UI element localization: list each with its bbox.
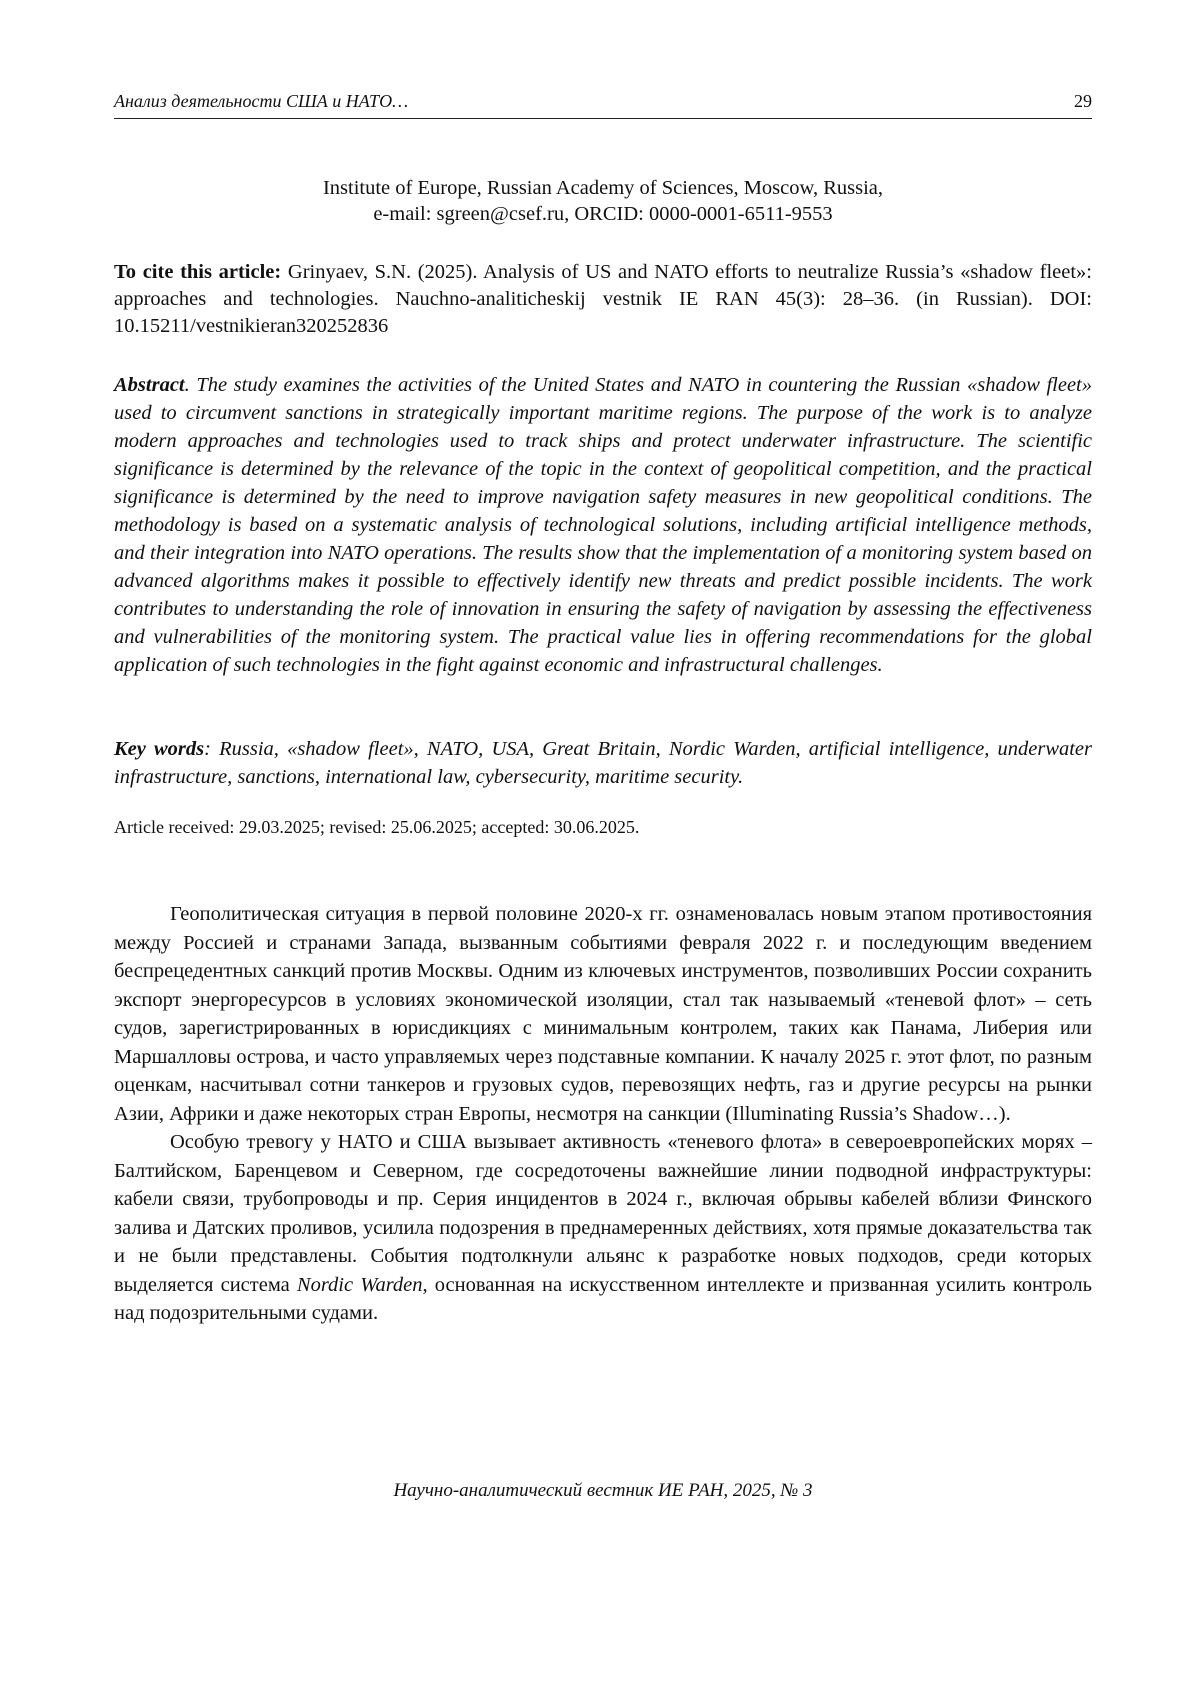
citation-label: To cite this article: xyxy=(114,261,282,283)
running-header xyxy=(114,84,1092,119)
page-number: 29 xyxy=(1074,91,1092,111)
paragraph-text: Особую тревогу у НАТО и США вызывает активность «теневого флота» в североевропейских морях – Балтийском, Баренцевом и Северном, где сосредоточены важнейшие линии подводной инфраструктуры: кабели связи, трубопроводы и пр. Серия инцидентов в 2024 г., включая обрывы кабелей вблизи Финского залива и Датских проливов, усилила подозрения в преднамеренных действиях, хотя прямые доказательства так и не были представлены. События подтолкнули альянс к разработке новых подходов, среди которых выделяется система xyxy=(114,1131,1092,1296)
article-body xyxy=(114,900,1092,1328)
running-footer: Научно-аналитический вестник ИЕ РАН, 2025, № 3 xyxy=(393,1480,813,1501)
affiliation-institution: Institute of Europe, Russian Academy of Sciences, Moscow, Russia, xyxy=(322,177,884,199)
keywords-block xyxy=(114,735,1092,791)
paragraph-text: , основанная на искусственном интеллекте и призванная усилить контроль над подозрительными судами. xyxy=(114,1273,1092,1324)
body-paragraph xyxy=(114,1128,1092,1328)
affiliation-contact: e-mail: sgreen@csef.ru, ORCID: 0000-0001-6511-9553 xyxy=(373,203,833,225)
body-paragraph: Геополитическая ситуация в первой половине 2020-х гг. ознаменовалась новым этапом противостояния между Россией и странами Запада, вызванным событиями февраля 2022 г. и последующим введением беспрецедентных санкций против Москвы. Одним из ключевых инструментов, позволивших России сохранить экспорт энергоресурсов в условиях экономической изоляции, стал так называемый «теневой флот» – сеть судов, зарегистрированных в юрисдикциях с минимальным контролем, таких как Панама, Либерия или Маршалловы острова, и часто управляемых через подставные компании. К началу 2025 г. этот флот, по разным оценкам, насчитывал сотни танкеров и грузовых судов, перевозящих нефть, газ и другие ресурсы на рынки Азии, Африки и даже некоторых стран Европы, несмотря на санкции (Illuminating Russia’s Shadow…). xyxy=(114,903,1092,1125)
citation-text: Grinyaev, S.N. (2025). Analysis of US and NATO efforts to neutralize Russia’s «shadow fleet»: approaches and technologies. Nauchno-analiticheskij vestnik IE RAN 45(3): 28–36. (in Russian). DOI: 10.15211/vestnikieran320252836 xyxy=(114,261,1092,337)
author-affiliation xyxy=(114,175,1092,227)
system-name: Nordic Warden xyxy=(296,1273,423,1296)
keywords-label: Key words xyxy=(114,738,205,760)
abstract-text: . The study examines the activities of the United States and NATO in countering the Russian «shadow fleet» used to circumvent sanctions in strategically important maritime regions. The purpose of the work is to analyze modern approaches and technologies used to track ships and protect underwater infrastructure. The scientific significance is determined by the relevance of the topic in the context of geopolitical competition, and the practical significance is determined by the need to improve navigation safety measures in new geopolitical conditions. The methodology is based on a systematic analysis of technological solutions, including artificial intelligence methods, and their integration into NATO operations. The results show that the implementation of a monitoring system based on advanced algorithms makes it possible to effectively identify new threats and predict possible incidents. The work contributes to understanding the role of innovation in ensuring the safety of navigation by assessing the effectiveness and vulnerabilities of the monitoring system. The practical value lies in offering recommendations for the global application of such technologies in the fight against economic and infrastructural challenges. xyxy=(114,374,1092,676)
keywords-text: : Russia, «shadow fleet», NATO, USA, Great Britain, Nordic Warden, artificial intelligence, underwater infrastructure, sanctions, international law, cybersecurity, maritime security. xyxy=(114,738,1093,788)
running-title: Анализ деятельности США и НАТО… xyxy=(114,91,409,111)
citation-block xyxy=(114,259,1092,340)
abstract-block xyxy=(114,371,1092,679)
article-dates: Article received: 29.03.2025; revised: 25.06.2025; accepted: 30.06.2025. xyxy=(114,817,640,837)
abstract-label: Abstract xyxy=(114,374,185,396)
